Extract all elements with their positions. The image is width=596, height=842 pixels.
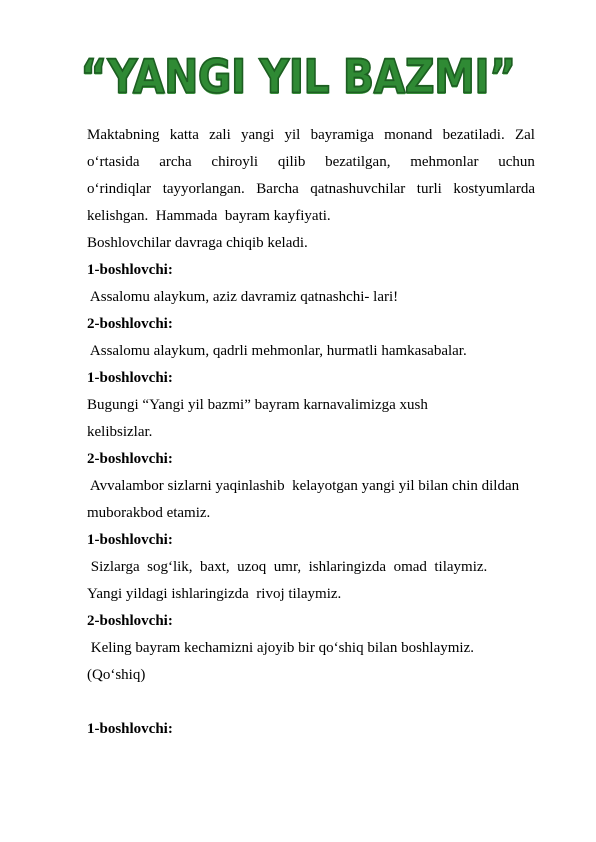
speech-line: muborakbod etamiz. [87,505,211,521]
word: Maktabning [87,127,160,143]
blank-line [87,689,535,716]
speech-line: Yangi yildagi ishlaringizda rivoj tilaymiz. [87,586,342,602]
speaker-label: 2-boshlovchi: [87,613,173,629]
speech-line: Keling bayram kechamizni ajoyib bir qo‘shiq bilan boshlaymiz. [87,640,474,656]
word: o‘rtasida [87,154,140,170]
speech-line: (Qo‘shiq) [87,667,146,683]
word: monand [384,127,433,143]
speaker-label: 2-boshlovchi: [87,451,173,467]
word: Zal [514,127,535,143]
word: mehmonlar [410,154,479,170]
word: qilib [277,154,306,170]
intro-line-4: kelishgan. Hammada bayram kayfiyati. [87,208,331,224]
word: katta [169,127,199,143]
word: qatnashuvchilar [310,181,406,197]
word: kostyumlarda [453,181,535,197]
word: turli [416,181,442,197]
speech-line: kelibsizlar. [87,424,153,440]
word: o‘rindiqlar [87,181,152,197]
speaker-label: 1-boshlovchi: [87,370,173,386]
intro-line-5: Boshlovchilar davraga chiqib keladi. [87,235,308,251]
word: yil [284,127,301,143]
speaker-label: 1-boshlovchi: [87,532,173,548]
word: tayyorlangan. [162,181,245,197]
document-body [87,122,535,743]
speaker-label: 1-boshlovchi: [87,721,173,737]
speaker-label: 2-boshlovchi: [87,316,173,332]
word: zali [209,127,231,143]
word: chiroyli [211,154,259,170]
speech-line: Sizlarga sog‘lik, baxt, uzoq umr, ishlaringizda omad tilaymiz. [87,559,488,575]
word: uchun [498,154,535,170]
intro-line-1 [87,122,535,149]
word: yangi [240,127,275,143]
speech-line: Bugungi “Yangi yil bazmi” bayram karnavalimizga xush [87,397,428,413]
speech-line: Assalomu alaykum, qadrli mehmonlar, hurmatli hamkasabalar. [87,343,467,359]
word: bezatilgan, [325,154,391,170]
speech-line: Assalomu alaykum, aziz davramiz qatnashchi- lari! [87,289,399,305]
word: bayramiga [310,127,374,143]
intro-line-3 [87,176,535,203]
speech-line: Avvalambor sizlarni yaqinlashib kelayotgan yangi yil bilan chin dildan [87,478,520,494]
document-title: “YANGI YIL BAZMI” [80,50,516,104]
word: archa [159,154,192,170]
word: bezatiladi. [442,127,505,143]
intro-line-2 [87,149,535,176]
speaker-label: 1-boshlovchi: [87,262,173,278]
word: Barcha [256,181,299,197]
